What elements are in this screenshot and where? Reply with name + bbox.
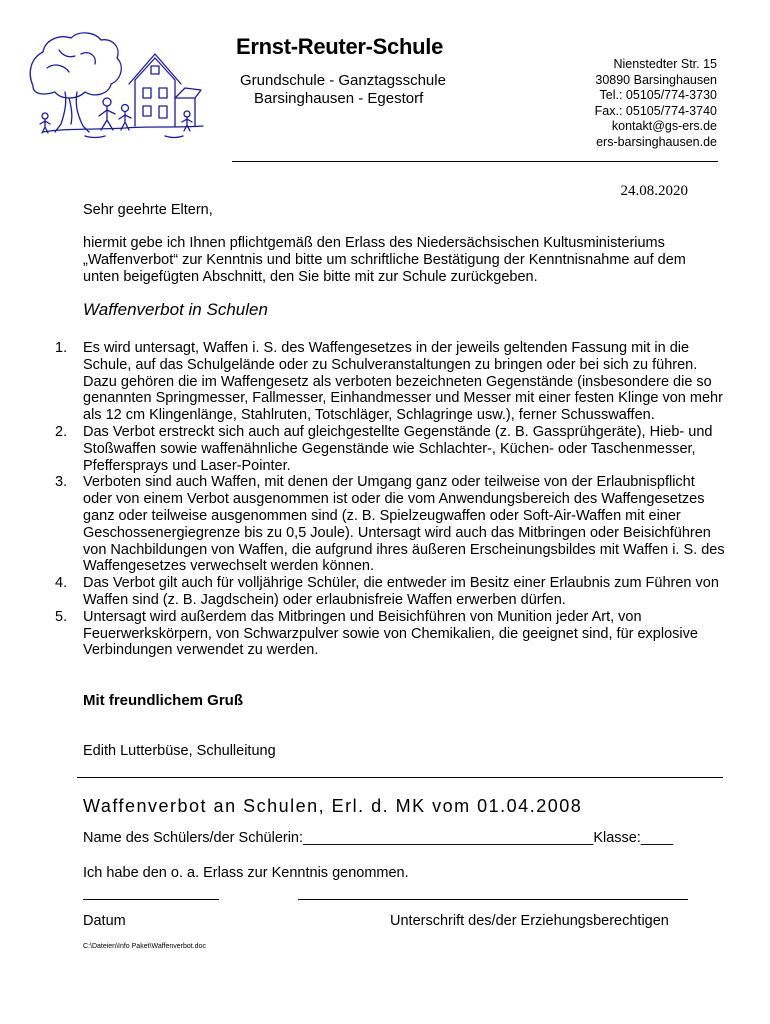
school-drawing-icon xyxy=(25,28,210,146)
list-item xyxy=(55,474,725,575)
list-item xyxy=(55,424,725,474)
date-label: Datum xyxy=(83,913,126,929)
school-name: Ernst-Reuter-Schule xyxy=(236,34,444,59)
acknowledgement-text: Ich habe den o. a. Erlass zur Kenntnis genommen. xyxy=(83,865,409,881)
date-field-line[interactable] xyxy=(83,899,219,900)
address-street: Nienstedter Str. 15 xyxy=(613,57,717,71)
rules-list xyxy=(55,340,725,659)
list-number: 4. xyxy=(55,575,68,592)
list-item xyxy=(55,575,725,609)
section-title: Waffenverbot in Schulen xyxy=(83,300,268,319)
form-divider xyxy=(77,777,723,778)
letter-date: 24.08.2020 xyxy=(620,183,688,199)
header-divider xyxy=(232,161,718,162)
closing: Mit freundlichem Gruß xyxy=(83,692,244,709)
list-number: 1. xyxy=(55,340,68,356)
list-number: 2. xyxy=(55,423,68,440)
list-number: 5. xyxy=(55,608,68,625)
signature: Edith Lutterbüse, Schulleitung xyxy=(83,743,276,759)
list-text: Verboten sind auch Waffen, mit denen der Umgang ganz oder teilweise von der Erlaubnispflicht oder von einem Verbot ausgenommen ist oder die vom Anwendungsbereich des Waffengesetzes ganz oder teilweise ausgenommen sind (z. B. Spielzeugwaffen oder Soft-Air-Waffen mit einer Geschossenergiegrenze bis zu 0,5 Joule). Untersagt wird auch das Mitbringen oder Beisichführen von Nachbildungen von Waffen, die aufgrund ihres äußeren Erscheinungsbildes mit Waffen i. S. des Waffengesetzes verwechselt werden können. xyxy=(83,474,725,575)
list-text: Das Verbot gilt auch für volljährige Schüler, die entweder im Besitz einer Erlaubnis zum Führen von Waffen sind (z. B. Jagdschein) oder erlaubnisfreie Waffen erwerben dürfen. xyxy=(83,575,719,608)
school-location: Barsinghausen - Egestorf xyxy=(254,90,424,107)
signature-field-line[interactable] xyxy=(298,899,688,900)
school-type: Grundschule - Ganztagsschule xyxy=(240,72,446,89)
list-item xyxy=(55,609,725,659)
address-block xyxy=(595,57,717,150)
list-number: 3. xyxy=(55,474,68,491)
address-website[interactable]: ers-barsinghausen.de xyxy=(596,134,717,149)
list-item xyxy=(55,340,725,424)
signature-label: Unterschrift des/der Erziehungsberechtigen xyxy=(390,913,669,929)
address-city: 30890 Barsinghausen xyxy=(595,72,717,87)
list-text: Es wird untersagt, Waffen i. S. des Waffengesetzes in der jeweils geltenden Fassung mit in die Schule, auf das Schulgelände oder zu Schulveranstaltungen zu bringen oder bei sich zu führen. Dazu gehören die im Waffengesetz als verboten bezeichneten Gegenstände (insbesondere die so genannten Springmesser, Fallmesser, Einhandmesser und Messer mit einer festen Klinge von mehr als 12 cm Klingenlänge, Stahlruten, Totschläger, Schlagringe usw.), ferner Schusswaffen. xyxy=(83,340,723,424)
list-text: Das Verbot erstreckt sich auch auf gleichgestellte Gegenstände (z. B. Gassprühgeräte), Hieb- und Stoßwaffen sowie waffenähnliche Gegenstände wie Schlachter-, Küchen- oder Taschenmesser, Pfeffersprays und Laser-Pointer. xyxy=(83,423,713,474)
list-text: Untersagt wird außerdem das Mitbringen und Beisichführen von Munition jeder Art, von Feuerwerkskörpern, von Schwarzpulver sowie von Chemikalien, die geeignet sind, für explosive Verbindungen verwendet zu werden. xyxy=(83,608,698,659)
address-phone: Tel.: 05105/774-3730 xyxy=(599,88,717,102)
salutation: Sehr geehrte Eltern, xyxy=(83,202,213,218)
student-name-class-field[interactable]: Name des Schülers/der Schülerin:____________________________________Klasse:____ xyxy=(83,830,674,846)
form-title: Waffenverbot an Schulen, Erl. d. MK vom 01.04.2008 xyxy=(83,796,583,816)
address-fax: Fax.: 05105/774-3740 xyxy=(594,103,717,118)
address-email[interactable]: kontakt@gs-ers.de xyxy=(611,119,717,133)
intro-paragraph: hiermit gebe ich Ihnen pflichtgemäß den Erlass des Niedersächsischen Kultusministeriums „Waffenverbot“ zur Kenntnis und bitte um schriftliche Bestätigung der Kenntnisnahme auf dem unten beigefügten Abschnitt, den Sie bitte mit zur Schule zurückgeben. xyxy=(83,235,686,285)
file-path: C:\Dateien\Info Paket\Waffenverbot.doc xyxy=(83,943,206,950)
